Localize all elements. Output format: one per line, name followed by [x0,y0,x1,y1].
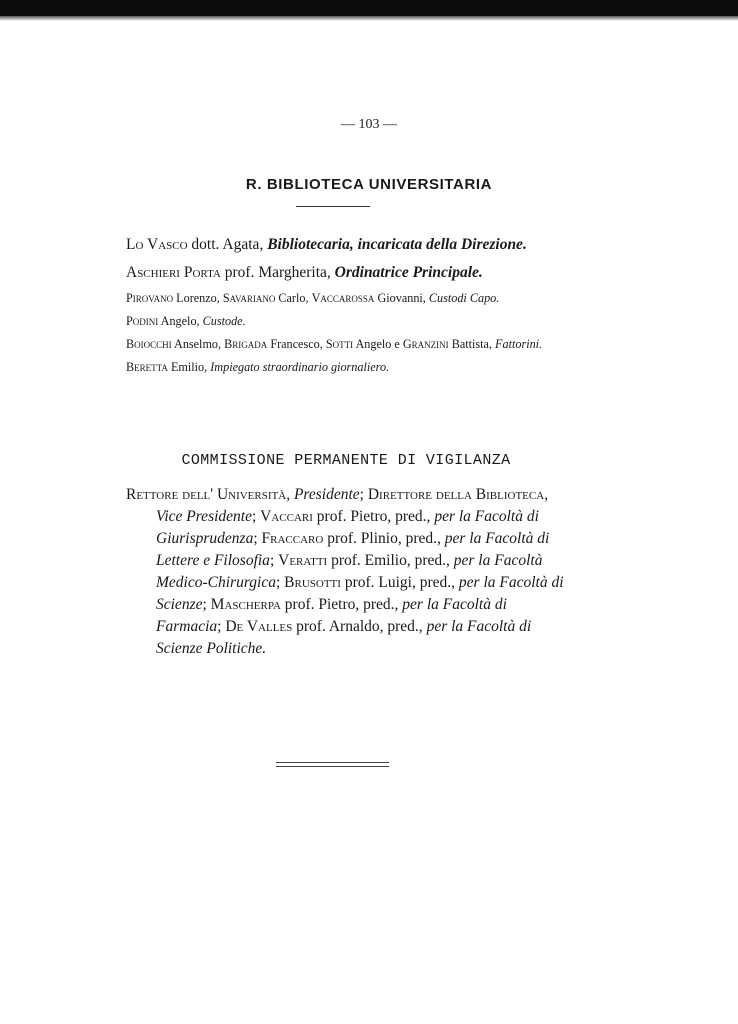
member-detail: ; [251,508,261,525]
staff-entry [126,262,546,284]
staff-detail: Giovanni, [374,291,429,305]
staff-entry [126,289,546,308]
staff-detail: Anselmo, [171,337,225,351]
page-title: R. BIBLIOTECA UNIVERSITARIA [245,176,493,193]
member-role: per la Facoltà Medico-Chirurgica [156,552,543,591]
end-divider [276,762,389,767]
staff-role: Custode. [202,314,246,328]
member-name: De Valles [225,618,293,635]
staff-detail: Angelo e [353,337,403,351]
staff-name: Podini [126,314,159,328]
commission-paragraph [126,484,572,660]
staff-name: Boiocchi [126,337,172,351]
staff-role: Fattorini. [495,337,543,351]
member-detail: prof. Pietro, pred., [312,508,435,525]
scan-top-edge-shadow [0,16,738,21]
member-role: Vice Presidente [156,508,252,525]
staff-role: Ordinatrice Principale. [334,264,483,281]
staff-name: Beretta [126,360,168,374]
member-name: Direttore della Biblioteca [367,486,545,503]
member-role: per la Facoltà di Scienze Politiche. [156,618,532,657]
staff-name: Sotti [325,337,354,351]
member-detail: ; [275,574,285,591]
member-detail: , [286,486,294,503]
member-name: Brusotti [284,574,341,591]
member-role: per la Facoltà di Scienze [156,574,564,613]
staff-role: Bibliotecaria, incaricata della Direzione. [267,236,527,253]
staff-name: Brigada [224,337,268,351]
staff-detail: Francesco, [267,337,326,351]
staff-entry [126,312,546,331]
member-name: Veratti [278,552,328,569]
commission-title: COMMISSIONE PERMANENTE DI VIGILANZA [181,452,511,469]
member-detail: ; [217,618,226,635]
member-detail: ; [253,530,262,547]
member-detail: ; [359,486,368,503]
staff-detail: dott. Agata, [187,236,268,253]
member-detail: prof. Pietro, pred., [280,596,403,613]
staff-name: Savariano [222,291,276,305]
staff-entry [126,335,546,354]
member-name: Rettore dell' Università [126,486,287,503]
member-detail: prof. Luigi, pred., [340,574,459,591]
member-detail: prof. Arnaldo, pred., [292,618,427,635]
page-number: — 103 — [341,117,397,132]
staff-name: Lo Vasco [126,236,188,253]
staff-entry [126,358,546,377]
staff-name: Vaccarossa [311,291,375,305]
member-role: per la Facoltà di Giurisprudenza [156,508,539,547]
staff-detail: Battista, [448,337,496,351]
member-role: per la Facoltà di Lettere e Filosofia [156,530,550,569]
member-name: Fraccaro [261,530,324,547]
staff-role: Custodi Capo. [428,291,500,305]
scan-top-edge [0,0,738,16]
staff-detail: Carlo, [275,291,312,305]
title-divider [296,206,370,207]
member-name: Vaccari [260,508,313,525]
staff-entry [126,234,546,256]
staff-detail: Angelo, [158,314,203,328]
member-detail: ; [202,596,211,613]
staff-detail: prof. Margherita, [220,264,335,281]
staff-name: Pirovano [126,291,174,305]
member-detail: prof. Emilio, pred., [327,552,454,569]
staff-role: Impiegato straordinario giornaliero. [210,360,390,374]
staff-detail: Lorenzo, [173,291,223,305]
staff-name: Aschieri Porta [126,264,221,281]
member-role: per la Facoltà di Farmacia [156,596,507,635]
member-role: Presidente [293,486,360,503]
member-detail: , [544,486,549,503]
staff-list [126,234,546,377]
member-name: Mascherpa [210,596,281,613]
staff-name: Granzini [402,337,449,351]
member-detail: prof. Plinio, pred., [323,530,445,547]
member-detail: ; [269,552,279,569]
staff-detail: Emilio, [167,360,211,374]
